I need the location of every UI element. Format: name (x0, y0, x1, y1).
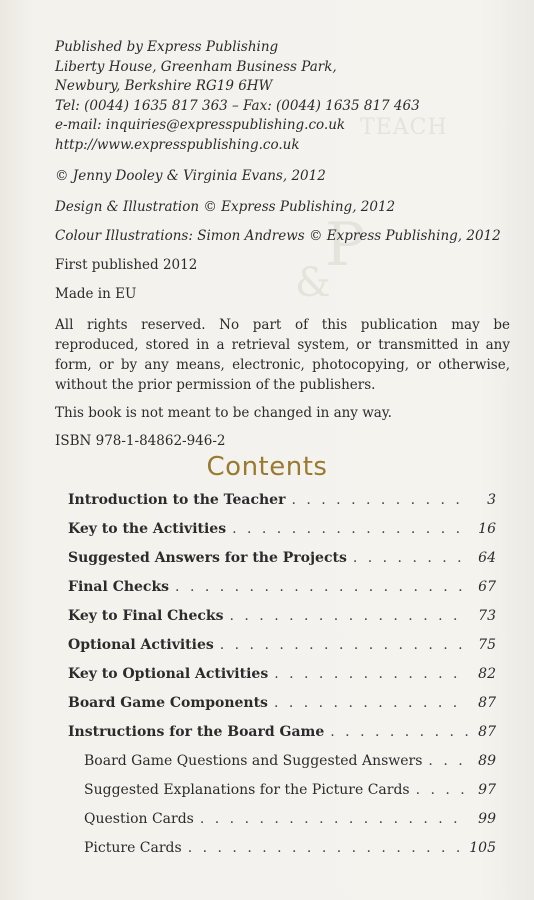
toc-entry (68, 695, 496, 724)
toc-entry-page: 3 (487, 492, 496, 508)
toc-entry-label: Optional Activities (68, 637, 214, 653)
toc-entry-page: 82 (478, 666, 496, 682)
toc-entry-label: Question Cards (84, 811, 194, 827)
toc-leader-dots (200, 811, 468, 827)
toc-subentry (68, 840, 496, 869)
toc-leader-dots (175, 579, 468, 595)
toc-entry-label: Picture Cards (84, 840, 182, 856)
address-line: http://www.expresspublishing.co.uk (55, 136, 300, 153)
toc-entry-page: 87 (478, 724, 496, 740)
toc-entry-label: Suggested Answers for the Projects (68, 550, 347, 566)
toc-entry-label: Key to Optional Activities (68, 666, 269, 682)
show-through-ghost: TEACH (360, 115, 448, 140)
toc-subentry (68, 811, 496, 840)
first-published: First published 2012 (55, 257, 198, 273)
toc-entry-label: Instructions for the Board Game (68, 724, 325, 740)
toc-entry-page: 75 (478, 637, 496, 653)
address-line: Newbury, Berkshire RG19 6HW (55, 78, 273, 94)
toc-leader-dots (188, 840, 464, 856)
toc-entry-label: Key to the Activities (68, 521, 227, 537)
toc-entry-label: Introduction to the Teacher (68, 492, 286, 508)
toc-leader-dots (330, 724, 468, 740)
toc-entry-label: Board Game Components (68, 695, 268, 711)
toc-entry-page: 97 (478, 782, 496, 798)
contents-title: Contents (206, 452, 328, 482)
toc-leader-dots (428, 753, 468, 769)
address-line: Published by Express Publishing (55, 39, 279, 55)
address-line: e-mail: inquiries@expresspublishing.co.uk (55, 117, 346, 133)
toc-leader-dots (416, 782, 468, 798)
toc-entry-page: 99 (478, 811, 496, 827)
address-line: Liberty House, Greenham Business Park, (55, 58, 337, 75)
toc-entry (68, 724, 496, 753)
toc-entry-page: 105 (469, 840, 496, 856)
toc-entry (68, 608, 496, 637)
toc-leader-dots (232, 521, 468, 537)
toc-entry-label: Suggested Explanations for the Picture Cards (84, 782, 410, 798)
toc-entry-label: Board Game Questions and Suggested Answers (84, 753, 423, 769)
table-of-contents (68, 492, 496, 869)
toc-entry-page: 64 (478, 550, 496, 566)
toc-subentry (68, 753, 496, 782)
toc-entry (68, 521, 496, 550)
toc-entry-page: 87 (478, 695, 496, 711)
toc-entry (68, 550, 496, 579)
toc-entry-page: 16 (478, 521, 496, 537)
toc-leader-dots (353, 550, 468, 566)
toc-entry (68, 579, 496, 608)
toc-entry (68, 637, 496, 666)
toc-entry-label: Key to Final Checks (68, 608, 224, 624)
toc-subentry (68, 782, 496, 811)
toc-entry (68, 492, 496, 521)
isbn: ISBN 978-1-84862-946-2 (55, 433, 226, 449)
toc-entry (68, 666, 496, 695)
toc-leader-dots (274, 695, 468, 711)
imprint-section (55, 38, 515, 451)
not-changed-notice: This book is not meant to be changed in any way. (55, 405, 392, 421)
toc-entry-page: 67 (478, 579, 496, 595)
toc-entry-label: Final Checks (68, 579, 170, 595)
toc-leader-dots (274, 666, 468, 682)
made-in: Made in EU (55, 286, 137, 302)
toc-leader-dots (230, 608, 469, 624)
colour-credit: Colour Illustrations: Simon Andrews © Express Publishing, 2012 (55, 228, 501, 244)
toc-leader-dots (291, 492, 468, 508)
show-through-ghost: P (325, 210, 366, 280)
address-line: Tel: (0044) 1635 817 363 – Fax: (0044) 1635 817 463 (55, 97, 420, 114)
rights-statement: All rights reserved. No part of this publication may be reproduced, stored in a retrieval system, or transmitted in any form, or by any means, electronic, photocopying, or otherwise, without the prior permission of the publishers. (55, 317, 510, 393)
toc-entry-page: 89 (478, 753, 496, 769)
copyright-line: © Jenny Dooley & Virginia Evans, 2012 (55, 168, 326, 184)
toc-entry-page: 73 (478, 608, 496, 624)
show-through-ghost: & (295, 260, 331, 306)
publisher-address (55, 38, 515, 155)
design-credit: Design & Illustration © Express Publishing, 2012 (55, 199, 396, 215)
toc-leader-dots (220, 637, 468, 653)
